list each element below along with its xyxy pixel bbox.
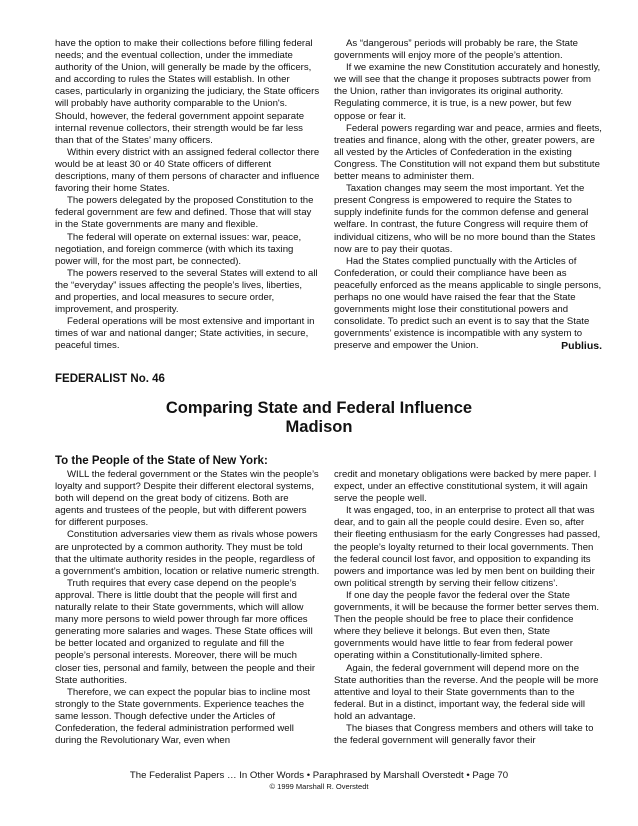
top-right-column	[334, 38, 602, 352]
paragraph: Had the States complied punctually with the Articles of Confederation, or could their compliance have been as peacefully enforced as the means applicable to single persons, perhaps no one would have raised the fear that the State governments might lose their constitutional powers and consolidate. To predict such an event is to say that the State governments’ existence is incompatible with any system to preserve and empower the Union.	[334, 255, 602, 352]
paragraph: have the option to make their collections before filling federal needs; and the eventual collection, under the immediate authority of the Union, will generally be made by the officers, and according to rules the States will establish. In other cases, particularly in organizing the judiciary, the State officers will probably have authority comparable to the Union's. Should, however, the federal government appoint separate internal revenue collectors, their strength would be far less than that of the States’ many officers.	[55, 38, 320, 146]
salutation: To the People of the State of New York:	[55, 455, 268, 467]
paragraph: If one day the people favor the federal over the State governments, it will be because the former better serves them. Then the people should be free to place their confidence where they believe it belongs. But even then, State governments would have little to fear from federal power operating within a Constitutionally-limited sphere.	[334, 589, 600, 662]
paragraph: It was engaged, too, in an enterprise to protect all that was dear, and to gain all the people could desire. Even so, after their fleeting enthusiasm for the early Congresses had passed, the people’s loyalty returned to their local governments. Then the federal council lost favor, and opposition to expanding its powers and importance was led by men bent on building their own political strength by serving their fellow citizens’.	[334, 505, 601, 589]
page-footer: The Federalist Papers … In Other Words • Paraphrased by Marshall Overstedt • Page 70	[129, 770, 509, 781]
paragraph: The biases that Congress members and others will take to the federal government will generally favor their	[334, 722, 594, 747]
signature: Publius.	[561, 340, 602, 352]
paragraph: Within every district with an assigned federal collector there would be at least 30 or 40 State officers of different descriptions, many of them persons of character and influence favoring their home States.	[55, 146, 320, 195]
bottom-right-column	[334, 469, 602, 747]
top-left-column	[55, 38, 320, 352]
paragraph: Therefore, we can expect the popular bias to incline most strongly to the State governments. Experience teaches the same lesson. Though defective under the Articles of Confederation, the federal administration performed well during the Revolutionary War, even when	[55, 686, 311, 747]
paragraph: As “dangerous” periods will probably be rare, the State governments will enjoy more of the people’s attention.	[334, 38, 578, 62]
paragraph: WILL the federal government or the States win the people’s loyalty and support? Despite their different electoral systems, both will depend on the great body of citizens. Both are agents and trustees of the people, but with different powers for different purposes.	[55, 469, 319, 529]
bottom-left-column	[55, 469, 320, 747]
paragraph: Again, the federal government will depend more on the State authorities than the reverse. And the people will be more attentive and loyal to their State governments than to the federal. But in a distinct, important way, the federal side will hold an advantage.	[334, 662, 599, 722]
essay-author: Madison	[285, 418, 353, 436]
paragraph: credit and monetary obligations were backed by mere paper. I expect, under an effective constitutional system, it will again serve the people well.	[334, 469, 597, 505]
paragraph: Taxation changes may seem the most important. Yet the present Congress is empowered to require the States to supply indefinite funds for the common defense and general welfare. In contrast, the future Congress will require them of individual citizens, who will be no more bound than the States now are to pay their quotas.	[334, 183, 596, 255]
paragraph: The federal will operate on external issues: war, peace, negotiation, and foreign commerce (with which its taxing power will, for the most part, be connected).	[55, 231, 302, 267]
federalist-number-heading: FEDERALIST No. 46	[55, 373, 165, 385]
paragraph: Federal powers regarding war and peace, armies and fleets, treaties and finance, along with the other, greater powers, are all vested by the Articles of Confederation in the existing Congress. The Constitution will not expand them but substitute better means to administer them.	[334, 122, 602, 183]
paragraph: Truth requires that every case depend on the people’s approval. There is little doubt that the people will first and naturally relate to their State governments, which will allow many more persons to wield power through far more offices generating more salaries and wages. These State offices will be better located and organized to regulate and fill the people’s personal interests. Moreover, there will be much closer ties, personal and family, between the people and their State authorities.	[55, 577, 316, 686]
paragraph: The powers reserved to the several States will extend to all the “everyday” issues affecting the people’s lives, liberties, and properties, and local measures to secure order, improvement, and prosperity.	[55, 267, 318, 316]
paragraph: Constitution adversaries view them as rivals whose powers are unprotected by a common authority. They must be told that the ultimate authority resides in the people, regardless of a government’s ambition, location or relative numeric strength.	[55, 529, 320, 577]
paragraph: The powers delegated by the proposed Constitution to the federal government are few and defined. Those that will stay in the State governments are many and flexible.	[55, 195, 314, 231]
paragraph: Federal operations will be most extensive and important in times of war and national danger; State activities, in secure, peaceful times.	[55, 316, 315, 352]
essay-title: Comparing State and Federal Influence	[165, 399, 473, 417]
copyright-notice: © 1999 Marshall R. Overstedt	[269, 782, 369, 791]
paragraph: If we examine the new Constitution accurately and honestly, we will see that the change it proposes subtracts power from the Union, rather than invigorates its original authority. Regulating commerce, it is true, is a new power, but few oppose or fear it.	[334, 62, 601, 122]
